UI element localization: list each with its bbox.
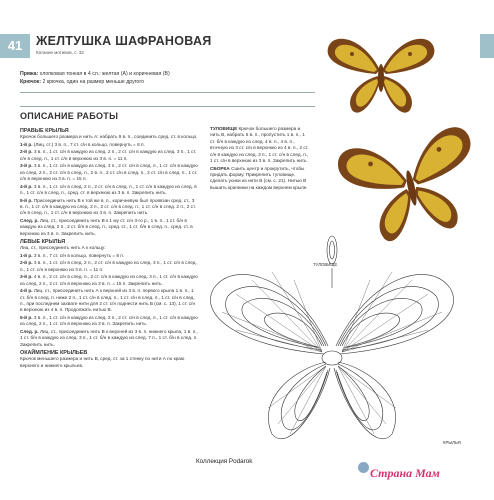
footer-collection: Коллекция Podarok	[196, 458, 253, 465]
row-2: 2-й р. 3 в. п., 1 ст. с/н в след. 2 п., 2 ст. с/н в каждую из след. 3 п., 1 ст. с/н в след. п., 1 ст. с/н в верхнюю из 3 в. п. = 11 п.	[20, 260, 197, 272]
wings-diagram-label: КРЫЛЬЯ	[443, 440, 461, 445]
section-title: ОПИСАНИЕ РАБОТЫ	[20, 111, 119, 121]
right-wings-title: ПРАВЫЕ КРЫЛЬЯ	[20, 127, 69, 134]
page-subtitle: Катание мотивов, с. 32	[36, 50, 84, 55]
paragraph: Крючок большего размера и нить А: набрать 9 в. п., соединить сред. ст. в кольцо.	[20, 133, 198, 139]
butterfly-top	[328, 39, 435, 113]
paragraph: Лиц. ст., присоединить нить А к кольцу:	[20, 245, 106, 251]
row-4: 4-й р. 3 в. п., 1 ст. с/н в след. 2 п., 2 ст. с/н в след. п., 1 ст. с/н в каждую из след. 6 п., 1 ст. с/н в след. п., сред. ст. в верхнюю из 3 в. п. Закрепить нить.	[20, 183, 197, 195]
watermark-logo-icon	[358, 462, 369, 473]
row-2: 2-й р. 3 в. п., 1 ст. с/н в каждую из след. 2 п., 2 ст. с/н в каждую из след. 3 п., 1 ст. с/н в след. п., 1 ст. с/н в верхнюю из 3 в. п. = 11 п.	[20, 149, 197, 161]
body-paragraph: ТУЛОВИЩЕ Крючок большего размера и нить В, набрать 5 в. п., пропустить 1 в. п., 1 ст. б/н в каждую из след. 4 в. п., 4 в. п., вточную из 3 ст. с/н в верхнюю из 4 в. п., 2 ст. с/н в каждую из след. 3 п., 1 ст. с/н в след. п., 1 ст. с/н в верхнюю из 3 в. п. Закрепить нить.	[210, 126, 309, 164]
row-5: 5-й р. Присоединить нить В к той же в. п., коричневую был провязан сред. ст., 3 в. п., 1 ст. с/н в каждую из след. 2 п., 2 ст. с/н в след. п., 1 ст. с/н в след. 2 п., 2 ст. с/н в след. п., 1 ст. с/н в верхнюю из 3 в. п. Закрепить нить.	[20, 197, 196, 216]
row-4: 4-й р. Лиц. ст., присоединить нить А к верхней из 3 в. п. первого крыла 1 в. п., 1 ст. б/н в след. п. ниже 2 п., 1 ст. с/н в след. п., 1 ст. с/н в след. п., 1 ст. с/н в след. п., при последнем захвате нити для 2 ст. с/н поднести нить В (см. с. 13), 1 ст. с/н в верхнюю из 4 в. п. Продолжать нитью В.	[20, 288, 196, 313]
assembly-paragraph: СБОРКА Сшить центр и прокрутить, чтобы придать форму. Прикрепить туловище, сделать усики из нити В (см. с. 21). Нитью В вышить крапинки на каждом верхнем крыле.	[210, 165, 308, 190]
row-next: След. р. Лиц. ст., присоединить нить В к верхней из 3 в. п. нижнего крыла, 1 в. п., 1 ст. б/н в каждую из след. 3 п., 1 ст. б/н в каждую из след. 7 п., 1 ст. б/н в след. п. Закрепить нить.	[20, 329, 198, 347]
left-wings-title: ЛЕВЫЕ КРЫЛЬЯ	[20, 238, 66, 245]
row-1: 1-й р. 3 в. п., 7 ст. с/н в кольцо, повернуть = 8 п.	[20, 252, 125, 258]
hook-line: Крючок: 2 крючка, один на размер меньше другого	[20, 79, 144, 85]
row-5: 5-й р. 3 в. п., 1 ст. с/н в каждую из след. 2 п., 2 ст. с/н в след. п., 1 ст. с/н в каждую из след. 2 п., 1 ст. с/н в верхнюю из 3 в. п. Закрепить нить.	[20, 315, 198, 327]
edging-title: ОКАЙМЛЕНИЕ КРЫЛЬЕВ	[20, 349, 88, 356]
divider	[20, 92, 315, 93]
page-title: ЖЕЛТУШКА ШАФРАНОВАЯ	[36, 34, 212, 48]
materials-block	[20, 70, 320, 86]
instructions-mid-column	[210, 126, 310, 192]
butterfly-photo-top	[322, 30, 440, 118]
row-3: 3-й р. 3 в. п., 1 ст. с/н в каждую из след. 3 п., 2 ст. с/н в след. п., 1 ст. с/н в каждую из след. 2 п., 2 ст. с/н в след. п., 2 в. п., 2 ст. с/н в след. п., 2 ст. с/н в след. п., 1 ст. с/н в верхнюю из 3 в. п. = 15 п.	[20, 163, 198, 181]
yarn-line: Пряжа: хлопковая тонкая в 4 сл.: желтая (А) и коричневая (В)	[20, 71, 170, 77]
page-number-tab: 41	[0, 34, 30, 58]
paragraph: Крючок меньшего размера и нить В, сред. ст. за 1 стенку по нити А по краю верхнего и нижнего крыльев.	[20, 356, 185, 368]
row-3: 3-й р. 4 в. п., 2 ст. с/н в след. п., 2 ст. с/н в каждую из след. 3 п., 1 ст. с/н в каждую из след. 2 п., 2 ст. с/н в верхнюю из 3 в. п. = 15 п. Закрепить нить.	[20, 274, 198, 286]
row-next: След. р. Лиц. ст., присоединить нить В к 1 му ст. с/н 3-го р., 1 в. п., 1 ст. б/н в каждую из след. 2 п., 2 ст. б/н в след. п., сред. ст., 1 ст. б/н в след. п., сред. ст. в верхнюю из 3 в. п. Закрепить нить.	[20, 217, 193, 236]
instructions-left-column	[20, 126, 198, 370]
page-edge-tab	[480, 34, 494, 58]
row-1: 1-й р. (Лиц. ст.) 3 в. п., 7 ст. с/н в кольцо, повернуть = 8 п.	[20, 141, 145, 147]
watermark: Страна Мам	[370, 466, 440, 480]
stitch-marks	[222, 272, 442, 434]
divider	[20, 106, 315, 107]
body-diagram-label: ТУЛОВИЩЕ	[313, 262, 338, 267]
